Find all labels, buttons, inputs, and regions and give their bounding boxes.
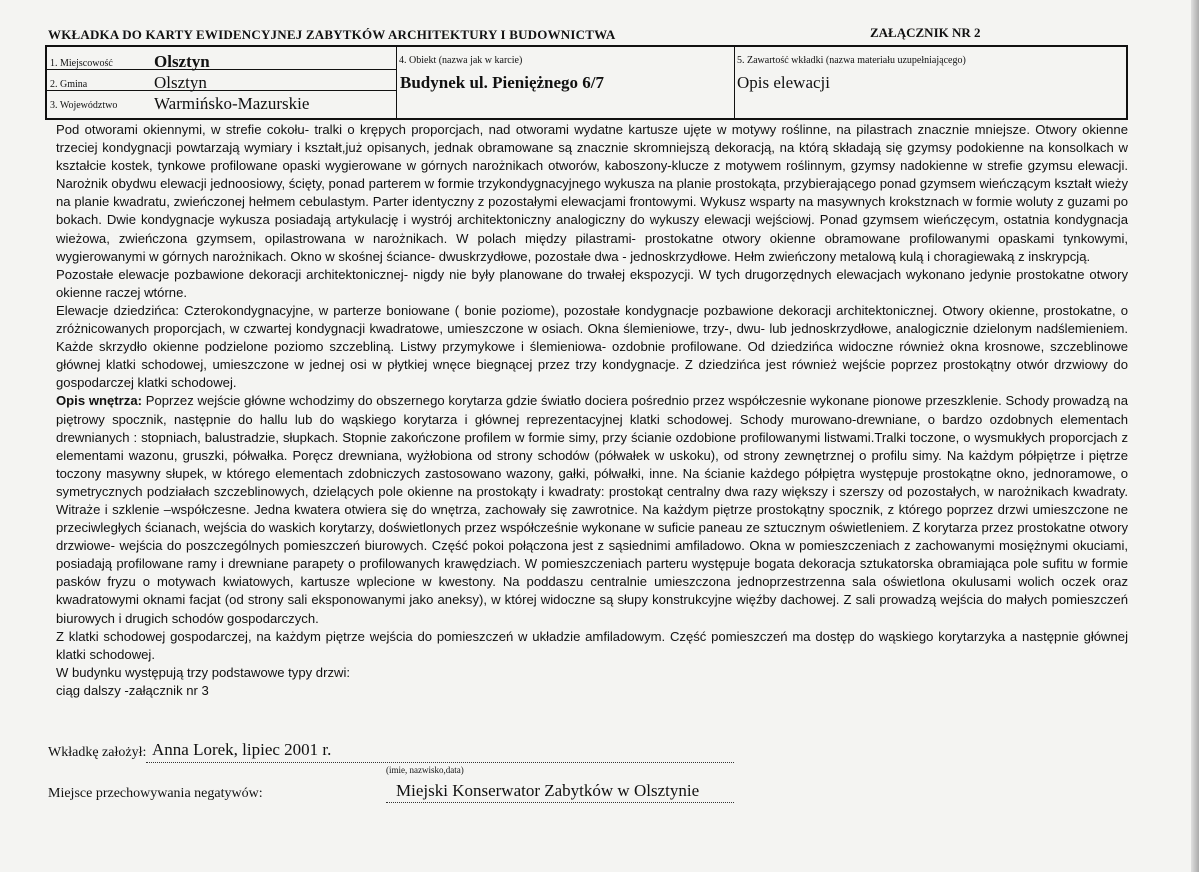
content-value: Opis elewacji [737, 73, 830, 92]
form-column-location [47, 47, 397, 118]
province-value: Warmińsko-Mazurskie [154, 94, 310, 113]
storage-label: Miejsce przechowywania negatywów: [48, 786, 263, 801]
commune-label: 2. Gmina [50, 79, 88, 90]
author-note: (imie, nazwisko,data) [386, 765, 464, 775]
paragraph-interior [56, 392, 1128, 627]
header-title: WKŁADKA DO KARTY EWIDENCYJNEJ ZABYTKÓW ARCHITEKTURY I BUDOWNICTWA [48, 27, 616, 42]
form-column-content [734, 47, 1126, 118]
object-value: Budynek ul. Pieniężnego 6/7 [400, 73, 605, 92]
description-text [56, 121, 1128, 700]
paragraph-continued: ciąg dalszy -załącznik nr 3 [56, 682, 209, 698]
province-label: 3. Województwo [50, 100, 118, 111]
place-value: Olsztyn [154, 52, 210, 71]
object-label: 4. Obiekt (nazwa jak w karcie) [399, 55, 523, 66]
annex-label: ZAŁĄCZNIK NR 2 [870, 25, 981, 40]
form-box [45, 45, 1128, 120]
row-place [47, 51, 396, 70]
place-label: 1. Miejscowość [50, 58, 113, 69]
commune-value: Olsztyn [154, 73, 207, 92]
author-value: Anna Lorek, lipiec 2001 r. [152, 740, 332, 759]
interior-lead: Opis wnętrza: [56, 393, 142, 409]
storage-value: Miejski Konserwator Zabytków w Olsztynie [396, 781, 700, 800]
paragraph-other-facades: Pozostałe elewacje pozbawione dekoracji architektonicznej- nigdy nie były planowane do trwałej ekspozycji. W tych drugorzędnych elewacjach wykonano jedynie prostokatne otwory okienne raczej wtórne. [56, 266, 1128, 300]
interior-text: Poprzez wejście główne wchodzimy do obszernego korytarza gdzie światło dociera pośrednio przez współczesnie wykonane pionowe przeszklenie. Schody prowadzą na piętrowy spocznik, następnie do hallu lub do wąskiego korytarza i głównej reprezentacyjnej klatki schodowej. Schody murowano-drewniane, o bardzo ozdobnych elementach drewnianych : stopniach, balustradzie, słupkach. Stopnie zakończone profilem w formie simy, przy ścianie ozdobione profilowanymi listwami.Tralki toczone, o wysmukłych proporcjach z elementami wazonu, gruszki, półwałka. Poręcz drewniana, wyżłobiona od strony schodów (półwałek w uskoku), od strony zewnętrznej o profilu simy. Na każdym półpiętrze i piętrze toczony masywny słupek, w którego elementach zdobniczych zastosowano wazony, gałki, półwałki, inne. Na ścianie każdego półpiętra występuje prostokątne okno, jednoramowe, o symetrycznych podziałach szczeblinowych, dzielących pole okienne na prostokąty i kwadraty: prostokąt centralny dwa razy większy i szerszy od pozostałych, w narożnikach kwadraty. Witraże i szklenie –współczesne. Jedna kwatera otwiera się do wnętrza, zachowały się zawrotnice. Na każdym piętrze prostokątny spocznik, z którego poprzez drzwi umieszczone ne przeciwległych ścianach, wejścia do waskich korytarzy, doświetlonych przez współcześnie wykonane w suficie paneau ze sztucznym oświetleniem. Z korytarza przez prostokatne otwory drzwiowe- wejścia do poszczególnych pomieszczeń biurowych. Część pokoi połączona jest z sąsiednimi amfiladowo. Okna w pomieszczeniach z zachowanymi mosiężnymi okuciami, posiadają profilowane ramy i drewniane parapety o profilowanych krawędziach. W pomieszczeniach parteru występuje bogata dekoracja sztukatorska obramiająca pole sufitu w formie pasków fryzu o motywach kwiatowych, kartusze wplecione w kwestony. Na poddaszu centralnie umieszczona jednoprzestrzenna sala oświetlona okulusami wolich oczek oraz kwadratowymi oknami facjat (od strony sali eksponowanymi jako aneksy), w której widoczne są słupy konstrukcyjne więźby dachowej. Z sali prowadzą wejścia do małych pomieszczeń biurowych i drugich schodów gospodarczych. [56, 393, 1128, 626]
content-label: 5. Zawartość wkładki (nazwa materiału uzupełniającego) [737, 55, 966, 66]
paragraph-doors: W budynku występują trzy podstawowe typy drzwi: [56, 664, 351, 680]
author-label: Wkładkę założył: [48, 745, 147, 760]
storage-underline [386, 802, 734, 803]
scan-edge [1191, 0, 1199, 872]
form-column-object [396, 47, 735, 118]
paragraph-courtyard: Elewacje dziedzińca: Czterokondygnacyjne, w parterze boniowane ( bonie poziome), pozostałe kondygnacje pozbawione dekoracji architektonicznej. Otwory okienne, prostokatne, o zróżnicowanych proporcjach, w czwartej kondygnacji kwadratowe, umieszczone w osiach. Okna ślemieniowe, trzy-, dwu- lub jednoskrzydłowe, analogicznie dzielonym nadślemieniem. Każde skrzydło okienne podzielone poziomo szczebliną. Listwy przymykowe i ślemieniowa- ozdobnie profilowane. Od dziedzińca widoczne również okna krosnowe, szczeblinowe głównej klatki schodowej, umieszczone w jednej osi w płytkiej wnęce biegnącej przez trzy kondygnacje. Z dziedzińca jest również wejście poprzez prostokątny otwór drzwiowy do gospodarczej klatki schodowej. [56, 302, 1128, 391]
row-commune [47, 72, 396, 91]
author-underline [146, 762, 734, 763]
paragraph-facade: Pod otworami okiennymi, w strefie cokołu- tralki o krępych proporcjach, nad otworami wydatne kartusze ujęte w motywy roślinne, na pilastrach znacznie mniejsze. Otwory okienne trzeciej kondygnacji powtarzają wymiary i kształt,już opisanych, jednak obramowane są znacznie skromniejszą dekoracją, na którą składają się gzymsy podokienne na konsolkach w kształcie kostek, tynkowe profilowane opaski wygierowane w górnych narożnikach otworów, kaboszony-klucze z motywem roślinnym, gzymsy nadokienne w strefie gzymsu elewacji. Narożnik obydwu elewacji jednoosiowy, ścięty, ponad parterem w formie trzykondygnacyjnego wykusza na planie prostokąta, przybierającego ponad gzymsem wieńczącym kształt wieży na planie kwadratu, zwieńczonej hełmem cebulastym. Parter identyczny z pozostałymi elewacjami frontowymi. Wykusz wsparty na masywnych krokstznach w formie woluty z guzami po bokach. Dwie kondygnacje wykusza posiadają artykulację i wystrój architektoniczny analogiczny do wykuszy elewacji wejściowj. Ponad gzymsem wieńczęcym, ostatnia kondygnacja wieżowa, zwieńczona gzymsem, opilastrowana w narożnikach. W polach między pilastrami- prostokatne otwory okienne obramowane profilowanymi opaskami tynkowymi, wygierowanymi w górnych narożnikach. Okno w skośnej ściance- dwuskrzydłowe, pozostałe dwa - jednoskrzydłowe. Hełm zwieńczony metalową kulą i choragiewaką z inskrypcją. [56, 122, 1128, 264]
paragraph-service-stairs: Z klatki schodowej gospodarczej, na każdym piętrze wejścia do pomieszczeń w układzie amfiladowym. Część pomieszczeń ma dostęp do wąskiego korytarzyka a następnie głównej klatki schodowej. [56, 628, 1128, 662]
row-province [47, 93, 396, 111]
